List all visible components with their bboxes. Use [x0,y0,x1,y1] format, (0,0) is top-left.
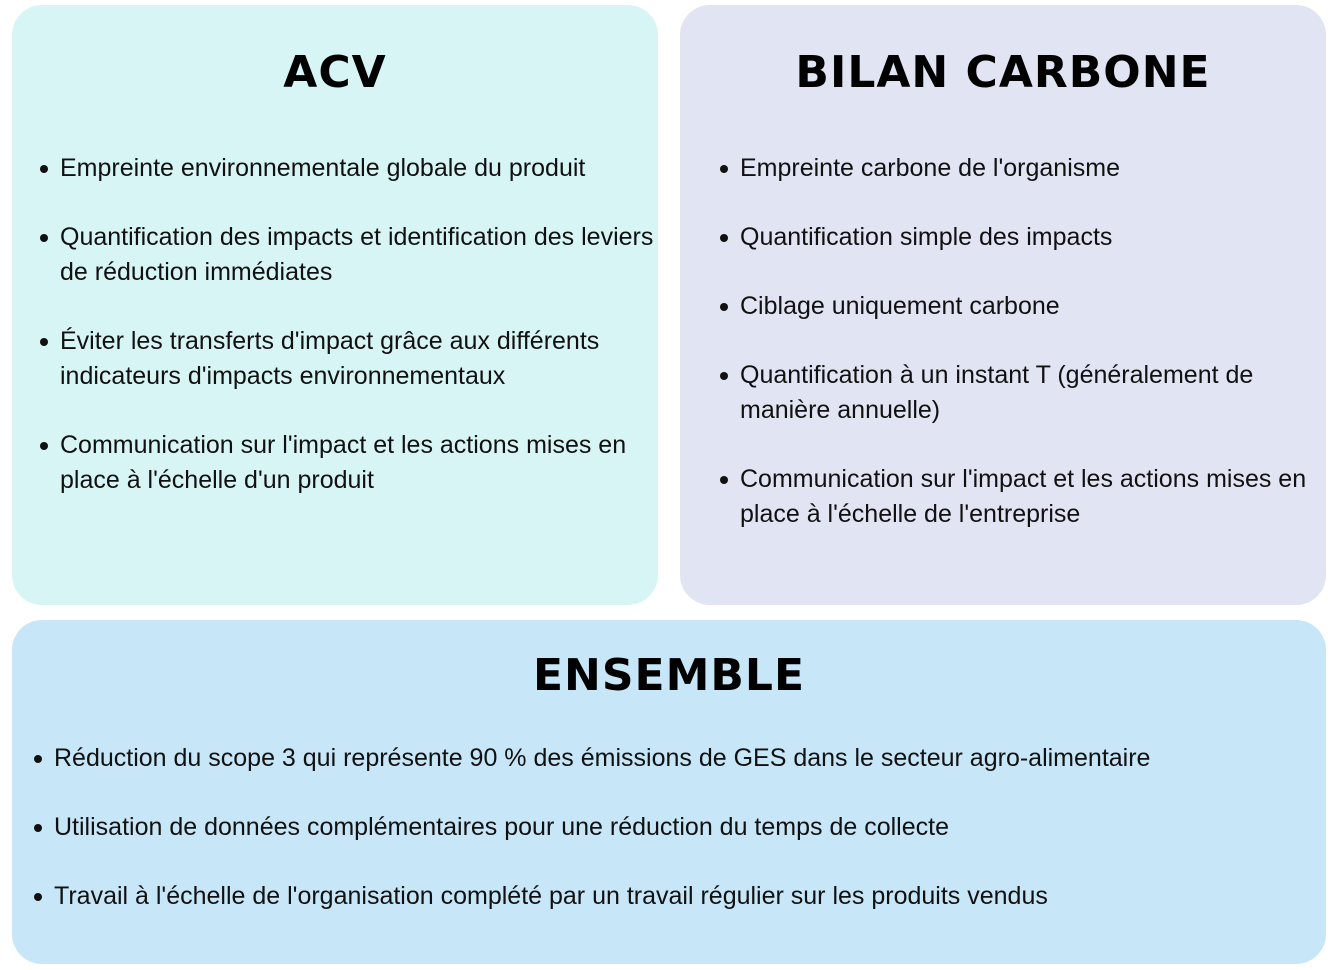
list-item [34,741,1316,776]
list-item [40,324,654,394]
bilan-carbone-panel [680,5,1326,605]
list-item-text: Utilisation de données complémentaires pour une réduction du temps de collecte [54,813,949,841]
list-item [720,289,1322,324]
bullet-dot-icon [720,303,728,311]
bullet-dot-icon [40,234,48,242]
list-item-text: Empreinte carbone de l'organisme [740,154,1120,182]
list-item-text: Communication sur l'impact et les actions mises en place à l'échelle d'un produit [60,431,627,494]
bullet-dot-icon [34,755,42,763]
list-item [40,428,654,498]
list-item-text: Communication sur l'impact et les actions mises en place à l'échelle de l'entreprise [740,465,1307,528]
bullet-dot-icon [40,165,48,173]
bullet-dot-icon [720,234,728,242]
list-item-text: Empreinte environnementale globale du produit [60,154,586,182]
bullet-dot-icon [40,338,48,346]
acv-list [40,151,654,532]
ensemble-title: ENSEMBLE [532,650,806,701]
list-item [720,220,1322,255]
list-item-text: Ciblage uniquement carbone [740,292,1060,320]
bilan-carbone-title: BILAN CARBONE [795,47,1211,98]
list-item-text: Quantification à un instant T (généralement de manière annuelle) [740,361,1254,424]
bullet-dot-icon [720,372,728,380]
list-item-text: Travail à l'échelle de l'organisation complété par un travail régulier sur les produits vendus [54,882,1048,910]
list-item [40,220,654,290]
bullet-dot-icon [34,824,42,832]
bullet-dot-icon [720,476,728,484]
acv-panel [12,5,658,605]
bilan-carbone-list [720,151,1322,566]
list-item [34,879,1316,914]
list-item [720,151,1322,186]
list-item [720,462,1322,532]
list-item-text: Quantification simple des impacts [740,223,1113,251]
bullet-dot-icon [720,165,728,173]
list-item-text: Éviter les transferts d'impact grâce aux différents indicateurs d'impacts environnementaux [60,327,600,390]
bullet-dot-icon [34,893,42,901]
acv-title: ACV [283,47,387,98]
ensemble-panel [12,620,1326,964]
bullet-dot-icon [40,442,48,450]
list-item [34,810,1316,845]
list-item [720,358,1322,428]
list-item-text: Quantification des impacts et identification des leviers de réduction immédiates [60,223,654,286]
ensemble-list [34,741,1316,948]
list-item-text: Réduction du scope 3 qui représente 90 % des émissions de GES dans le secteur agro-alimentaire [54,744,1151,772]
list-item [40,151,654,186]
